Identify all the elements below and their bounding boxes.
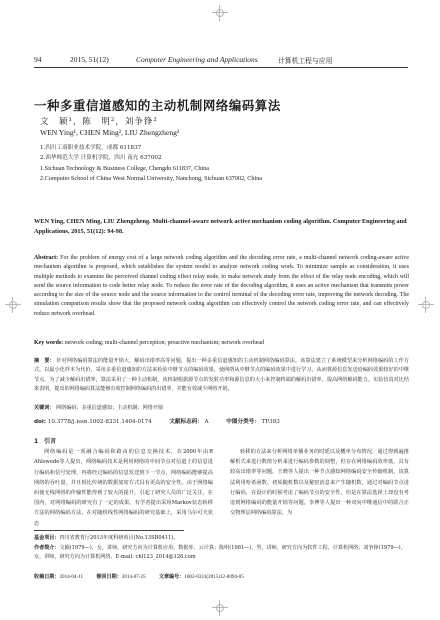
footnote-bio: [34, 544, 409, 562]
volume-issue: 2015, 51(12): [70, 55, 109, 64]
abstract-cn-label: 摘 要：: [34, 358, 55, 364]
article-code-label: 文献标志码：: [169, 419, 203, 425]
running-header: [34, 55, 408, 67]
body-column-right: [230, 447, 409, 518]
authors-cn: 文 颖¹，陈 明²，刘争铮²: [40, 117, 158, 127]
abstract-en-label: Abstract:: [34, 255, 59, 261]
doi-value: 10.3778/j.issn.1002-8331.1404-0174: [47, 419, 152, 425]
journal-name-en: Computer Engineering and Applications: [136, 55, 258, 64]
page-number: 94: [34, 55, 42, 64]
keywords-cn-text: 网络编码；多重信道感知；主动机制；网络开销: [56, 405, 163, 411]
article-number-label: 文章编号：: [158, 574, 185, 580]
affiliation-en-1: 1.Sichuan Technology & Business College, Chengdu 611837, China: [40, 165, 210, 172]
keywords-cn-label: 关键词：: [34, 405, 55, 411]
received-label: 收稿日期：: [34, 574, 60, 580]
clc-value: TP393: [261, 419, 280, 425]
header-rule: [34, 67, 408, 68]
abstract-cn: [34, 357, 409, 395]
footnote-rule: [34, 530, 184, 531]
authors-en: WEN Ying¹, CHEN Ming², LIU Zhengzheng²: [40, 128, 180, 137]
body-column-left: [34, 437, 213, 529]
doi-label: doi:: [34, 419, 47, 425]
keywords-en-text: network coding; multi-channel perception; proactive mechanism; network overhead: [64, 340, 265, 346]
classification-line: [34, 417, 409, 425]
citation: WEN Ying, CHEN Ming, LIU Zhengzheng. Multi-channel-aware network active mechanism coding algorithm. Computer Engineering and Applications, 2015, 51(12): 94-98.: [34, 218, 407, 236]
affiliation-cn-1: 1.四川工商职业技术学院，成都 611837: [40, 145, 142, 151]
abstract-cn-text: 针对网络编码算法的能量开销大，解码出错率高等问题，提出一种多重信道感知的主动机制网络编码算法。该算法建立了系统模型来分析网络编码的工作方式。以最小化样本为代价，采用多重信道感知的方法来检验中继节点的编码效果，使网络从中继节点的编码效果中进行学习，从而将源信息发送给编码效果较好的中继节点。为了减少解码出错率，算法采用了一种主动机制，该机制根据源节点的发射功率和源信息的大小来控制终端的解码出错率，提高网络解码能力。实验仿真对比结果表明，提出的网络编码算法能够有效控制网络编码的出错率，并能有效减少网络开销。: [34, 358, 409, 393]
bio-label: 作者简介：: [34, 545, 60, 551]
revised-date: 2014-07-25: [121, 574, 146, 580]
body-text-right: 转移的方法来分析网络单播业务的时延以及概率分布情况，通过得到遍推解析式来进行数值分析来进行编码参数的调整，但存在网络编码效率低，具有较高出错率等问题。王晓等人提出一种节点感知网络编码安全传输机制，该算法利用哈希函数、初始随机数以及秘密消息来产生随机数，通过对编码节点进行编码，在设计的时候考虑了编码节点的安全性，但是在算法选择上却没有考虑到网络编码的能量开销等问题。李博等人提出一种双向中继通信中的联合正交物理层网络编码算法，为: [230, 449, 409, 517]
keywords-en: [34, 339, 409, 348]
received-date: 2014-04-11: [59, 574, 84, 580]
body-text-left: 网络编码是一项融合编码和路由的信息交换技术，在2000年由R Ahlswede等人提出，网络编码技术是利用网络的中间节点对信道上的信息进行编码和信号处理，再将经过编码的信息发送到下一节点，网络编码能够提高网络的吞吐量，并且相比传统的数据加密方式具有更高的安全性。由于网络编码使无线网络的传输性能得到了较大的提升，引起了研究人员的广泛关注，在国内，对网络编码的研究有了一定的成果。有学者提出采用Markov状态转移方法的网络编码方法，在对随机线性网络编码的研究基础上，采用马尔可夫状态: [34, 449, 213, 527]
paper-title: 一种多重信道感知的主动机制网络编码算法: [34, 98, 281, 113]
keywords-cn: [34, 404, 409, 413]
section-heading: 1 引言: [34, 438, 57, 445]
journal-name-cn: 计算机工程与应用: [278, 57, 333, 65]
registration-mark-icon: [215, 603, 225, 613]
keywords-en-label: Key words:: [34, 340, 64, 346]
revised-label: 修回日期：: [96, 574, 122, 580]
fund-text: 四川省教育厅2013年度科研项目(No.13SB0411)。: [59, 535, 179, 541]
article-code-value: A: [204, 419, 209, 425]
footnote-dates: [34, 573, 409, 582]
clc-label: 中图分类号：: [226, 419, 260, 425]
bio-text: 文颖(1979—)，女，讲师，研究方向为计算机应用、数据库、云计算；陈明(1981—)，男，讲师，研究方向为软件工程、计算机网络；刘争铮(1979—)，女，讲师，研究方向为计算机网络。E-mail: chl123_2014@126.com: [34, 545, 406, 560]
article-number: 1002-8331(2015)12-0094-05: [184, 574, 244, 580]
footnote-fund: [34, 534, 409, 543]
registration-mark-icon: [215, 8, 225, 18]
registration-mark-icon: [421, 300, 431, 310]
registration-mark-icon: [8, 300, 18, 310]
affiliation-cn-2: 2.西华师范大学 计算机学院，四川 南充 637002: [40, 155, 162, 161]
abstract-en: [34, 254, 409, 319]
affiliation-en-2: 2.Computer School of China West Normal University, Nanchong, Sichuan 637002, China: [40, 175, 263, 182]
abstract-en-text: For the problem of energy cost of a large network coding algorithm and the decoding error rate, a multi-channel network coding-aware active mechanism algorithm is proposed, which establishes the system model to analyze network coding work. To minimize sample as consideration, it uses multiple methods to examine the perceived channel coding effect relay node, to make network study from the effect of the relay node encoding, which will send the source information to code better relay node. To reduce the error rate of the decoding algorithm, it uses an active mechanism that transmits power according to the size of the source node and the source information to the control terminal of the decoding error rate, improving the network decoding. The simulation comparison results show that the proposed network coding algorithm can effectively control the network coding error rate, and can effectively reduce network overhead.: [34, 255, 409, 317]
fund-label: 基金项目：: [34, 535, 60, 541]
